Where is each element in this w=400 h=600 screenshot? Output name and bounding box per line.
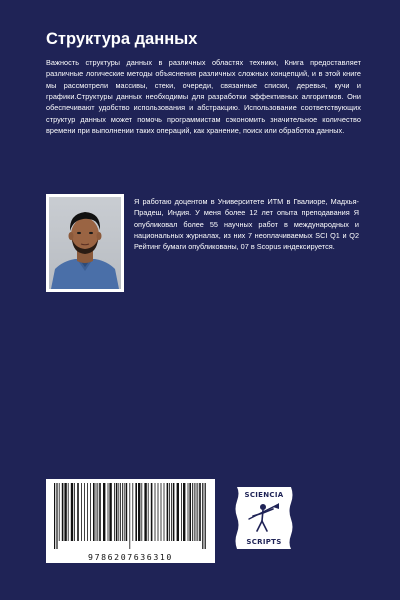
barcode-bar bbox=[173, 483, 175, 541]
barcode-bar bbox=[188, 483, 189, 541]
barcode-bar bbox=[126, 483, 128, 541]
book-description: Важность структуры данных в различных областях техники, Книга предоставляет различные логические методы объяснения различных сложных концепций, и в этой книге мы рассмотрели массивы, стеки, очереди, связанные списки, деревья, кучи и графики.Структуры данных необходимы для разработки эффективных алгоритмов. Они обеспечивают удобство использования и абстракцию. Использование соответствующих структур данных может помочь программистам сэкономить значительное количество времени при выполнении таких операций, как хранение, поиск или обработка данных. bbox=[46, 58, 361, 136]
barcode-bar bbox=[202, 483, 203, 549]
barcode-bar bbox=[59, 483, 60, 541]
barcode-bar bbox=[197, 483, 198, 541]
barcode-bar bbox=[56, 483, 57, 549]
barcode-bar bbox=[64, 483, 66, 541]
barcode-bar bbox=[158, 483, 159, 541]
barcode-bar bbox=[114, 483, 115, 541]
barcode-bar bbox=[122, 483, 123, 541]
barcode-bar bbox=[199, 483, 201, 541]
barcode-bar bbox=[97, 483, 98, 541]
barcode-bar bbox=[118, 483, 119, 541]
barcode-bar bbox=[196, 483, 197, 541]
barcode-bar bbox=[109, 483, 111, 541]
barcode-bar bbox=[77, 483, 79, 541]
barcode-bar bbox=[141, 483, 142, 541]
book-title: Структура данных bbox=[46, 30, 198, 48]
barcode-bar bbox=[167, 483, 169, 541]
author-photo bbox=[46, 194, 124, 292]
barcode-bar bbox=[135, 483, 137, 541]
barcode-bar bbox=[103, 483, 105, 541]
barcode-bar bbox=[177, 483, 179, 541]
barcode-bar bbox=[155, 483, 156, 541]
publisher-name-top: SCIENCIA bbox=[244, 491, 284, 499]
barcode-bar bbox=[164, 483, 165, 541]
isbn-barcode bbox=[46, 479, 215, 563]
barcode-bar bbox=[90, 483, 91, 541]
barcode-bars bbox=[46, 479, 215, 551]
barcode-bar bbox=[144, 483, 146, 541]
barcode-bar bbox=[205, 483, 206, 549]
publisher-name-bottom: SCRIPTS bbox=[246, 538, 282, 546]
barcode-bar bbox=[132, 483, 133, 541]
barcode-bar bbox=[129, 483, 130, 549]
barcode-bar bbox=[116, 483, 118, 541]
barcode-bar bbox=[99, 483, 101, 541]
barcode-bar bbox=[161, 483, 162, 541]
barcode-bar bbox=[96, 483, 97, 541]
barcode-bar bbox=[108, 483, 109, 541]
barcode-bar bbox=[124, 483, 125, 541]
barcode-bar bbox=[93, 483, 95, 541]
barcode-bar bbox=[151, 483, 153, 541]
barcode-bar bbox=[120, 483, 121, 541]
barcode-bar bbox=[169, 483, 170, 541]
barcode-bar bbox=[84, 483, 85, 541]
publisher-logo bbox=[233, 485, 295, 551]
barcode-bar bbox=[54, 483, 55, 549]
barcode-bar bbox=[138, 483, 140, 541]
barcode-bar bbox=[194, 483, 195, 541]
barcode-bar bbox=[181, 483, 182, 541]
barcode-bar bbox=[74, 483, 75, 541]
barcode-bar bbox=[81, 483, 82, 541]
barcode-bar bbox=[87, 483, 88, 541]
barcode-bar bbox=[71, 483, 73, 541]
barcode-bar bbox=[68, 483, 69, 541]
barcode-bar bbox=[171, 483, 172, 541]
barcode-bar bbox=[183, 483, 185, 541]
barcode-bar bbox=[62, 483, 64, 541]
barcode-bar bbox=[192, 483, 193, 541]
barcode-bar bbox=[189, 483, 191, 541]
barcode-bar bbox=[148, 483, 149, 541]
author-bio: Я работаю доцентом в Университете ИТМ в Гвалиоре, Мадхья-Прадеш, Индия. У меня более 12 лет опыта преподавания Я опубликовал более 55 научных работ в международных и национальных журналах, из них 7 неоплачиваемых SCI Q1 и Q2 Рейтинг бумаги опубликованы, 07 в Scopus индексируется. bbox=[134, 197, 359, 252]
isbn-number: 9786207636310 bbox=[88, 552, 173, 562]
